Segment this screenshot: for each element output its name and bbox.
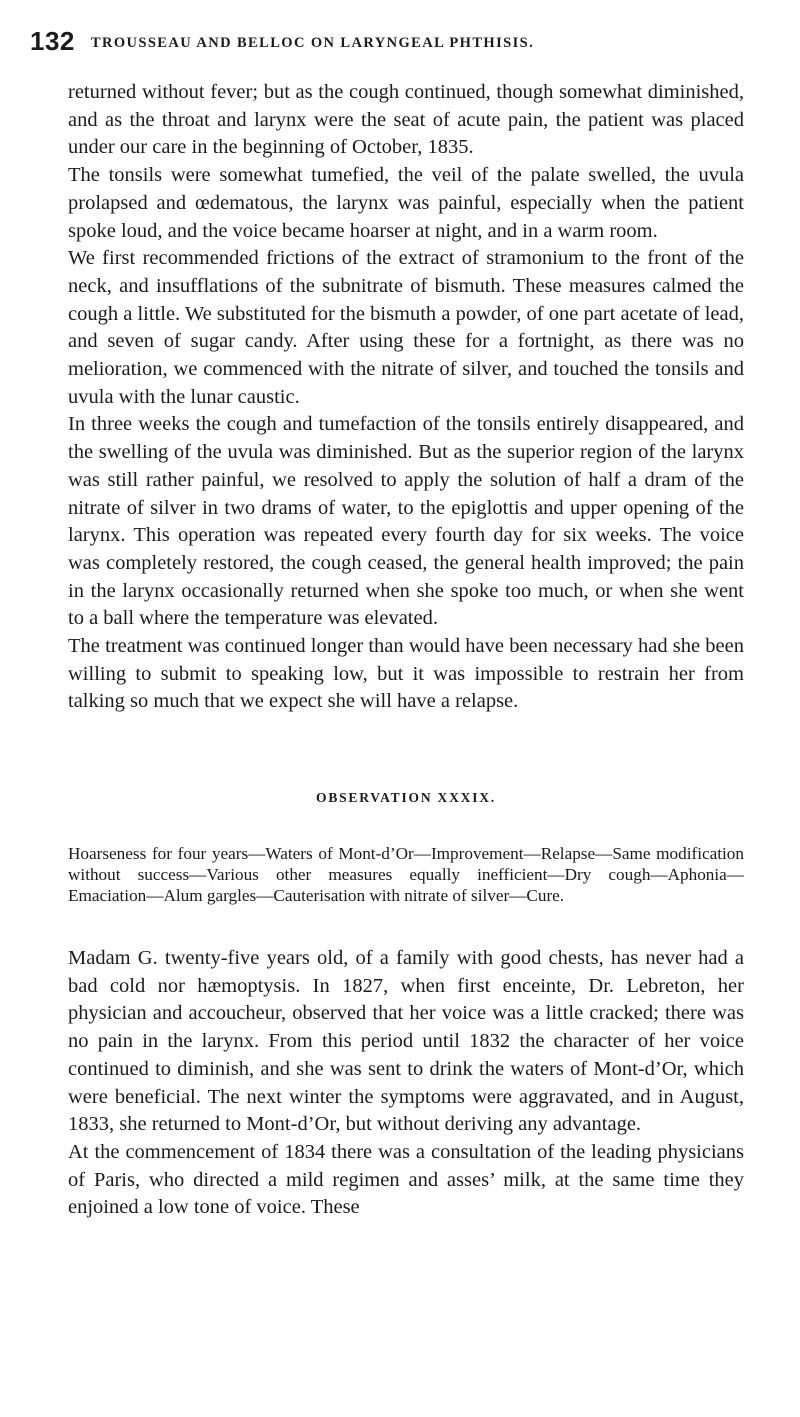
- paragraph: The treatment was continued longer than would have been necessary had she been willing to submit to speaking low, but it was impossible to restrain her from talking so much that we expect she will have a relapse.: [68, 635, 744, 713]
- paragraph: We first recommended frictions of the extract of stramonium to the front of the neck, and insufflations of the subnitrate of bismuth. These measures calmed the cough a little. We substituted for the bismuth a powder, of one part acetate of lead, and seven of sugar candy. After using these for a fortnight, as there was no melioration, we commenced with the nitrate of silver, and touched the tonsils and uvula with the lunar caustic.: [68, 247, 744, 408]
- paragraph: returned without fever; but as the cough continued, though somewhat diminished, and as the throat and larynx were the seat of acute pain, the patient was placed under our care in the beginning of October, 1835.: [68, 81, 744, 159]
- observation-case-text: [68, 945, 744, 1222]
- paragraph: In three weeks the cough and tumefaction of the tonsils entirely disappeared, and the swelling of the uvula was diminished. But as the superior region of the larynx was still rather painful, we resolved to apply the solution of half a dram of the nitrate of silver in two drams of water, to the epiglottis and upper opening of the larynx. This operation was repeated every fourth day for six weeks. The voice was completely restored, the cough ceased, the general health improved; the pain in the larynx occasionally returned when she spoke too much, or when she went to a ball where the temperature was elevated.: [68, 413, 744, 630]
- observation-heading: OBSERVATION XXXIX.: [316, 790, 496, 805]
- page-number: 132: [30, 26, 75, 56]
- paragraph: The tonsils were somewhat tumefied, the veil of the palate swelled, the uvula prolapsed and œdematous, the larynx was painful, especially when the patient spoke loud, and the voice became hoarser at night, and in a warm room.: [68, 164, 744, 242]
- case-continuation-text: [68, 79, 744, 716]
- running-title: TROUSSEAU AND BELLOC ON LARYNGEAL PHTHISIS.: [90, 35, 535, 51]
- paragraph: At the commencement of 1834 there was a consultation of the leading physicians of Paris, who directed a mild regimen and asses’ milk, at the same time they enjoined a low tone of voice. These: [68, 1140, 744, 1219]
- paragraph: Madam G. twenty-five years old, of a family with good chests, has never had a bad cold nor hæmoptysis. In 1827, when first enceinte, Dr. Lebreton, her physician and accoucheur, observed that her voice was a little cracked; there was no pain in the larynx. From this period until 1832 the character of her voice continued to diminish, and she was sent to drink the waters of Mont-d’Or, which were beneficial. The next winter the symptoms were aggravated, and in August, 1833, she returned to Mont-d’Or, but without deriving any advantage.: [68, 947, 744, 1136]
- page-header: [30, 26, 770, 56]
- observation-summary: Hoarseness for four years—Waters of Mont-d’Or—Improvement—Relapse—Same modification without success—Various other measures equally inefficient—Dry cough—Aphonia—Emaciation—Alum gargles—Cauterisation with nitrate of silver—Cure.: [68, 844, 744, 906]
